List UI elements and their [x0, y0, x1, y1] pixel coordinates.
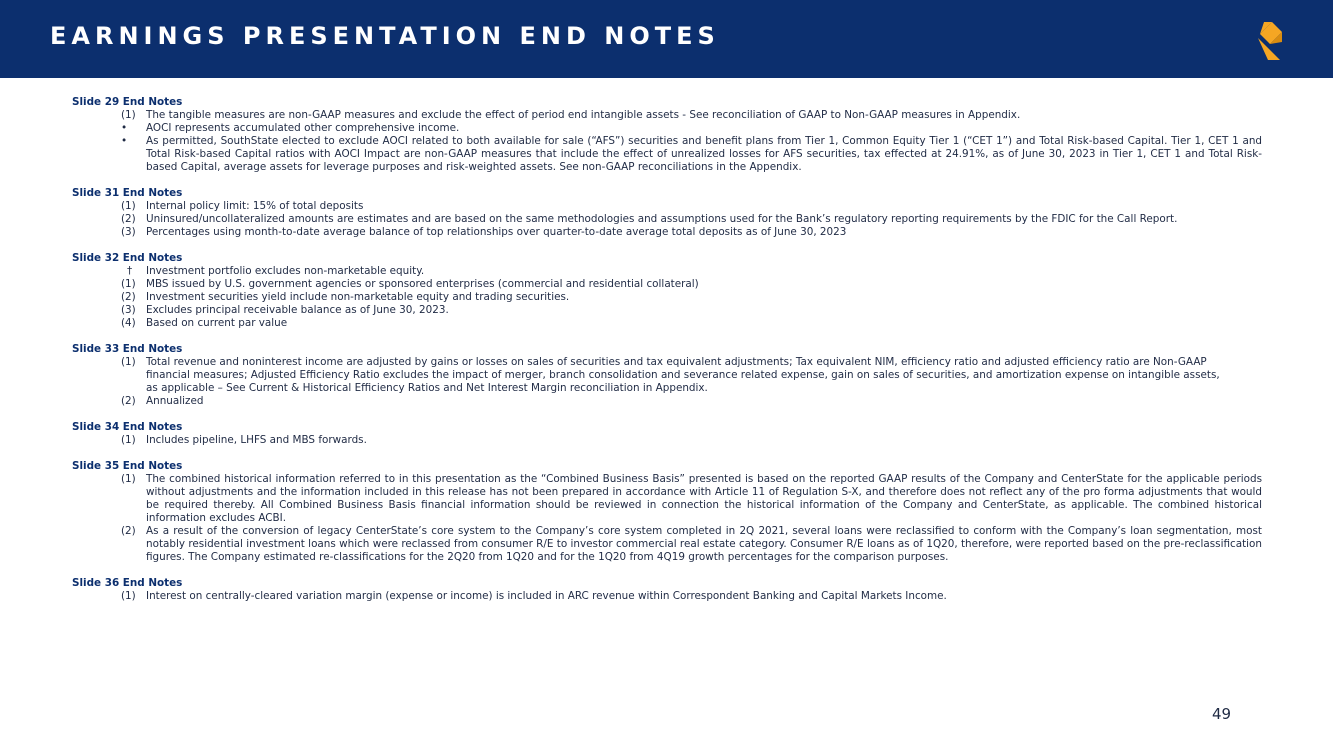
list-item — [72, 317, 1262, 330]
list-item — [72, 213, 1262, 226]
item-text: MBS issued by U.S. government agencies or sponsored enterprises (commercial and residential collateral) — [146, 278, 699, 290]
southstate-s-logo-icon — [1255, 22, 1285, 60]
item-marker: (1) — [121, 590, 136, 602]
list-item — [72, 109, 1262, 122]
item-text: The combined historical information referred to in this presentation as the “Combined Business Basis” presented is based on the reported GAAP results of the Company and CenterState for the applicable periods without adjustments and the information included in this release has not been prepared in accordance with Article 11 of Regulation S-X, and therefore does not reflect any of the pro forma adjustments that would be required thereby. All Combined Business Basis financial information should be reviewed in connection the historical information of the Company and CenterState, as applicable. The combined historical information excludes ACBI. — [146, 473, 1262, 524]
item-text: As a result of the conversion of legacy CenterState’s core system to the Company’s core system completed in 2Q 2021, several loans were reclassified to conform with the Company’s loan segmentation, most notably residential investment loans which were reclassed from consumer R/E to investor commercial real estate category. Consumer R/E loans as of 1Q20, therefore, were reported based on the pre-reclassification figures. The Company estimated re-classifications for the 2Q20 from 1Q20 and for the 1Q20 from 4Q19 growth percentages for the comparison purposes. — [146, 525, 1262, 563]
list-item — [72, 473, 1262, 525]
item-text: Excludes principal receivable balance as of June 30, 2023. — [146, 304, 449, 316]
item-marker: (1) — [121, 356, 136, 368]
item-text: Based on current par value — [146, 317, 288, 329]
header-banner — [0, 0, 1333, 78]
section-title: Slide 31 End Notes — [72, 187, 183, 199]
item-text: Investment securities yield include non-marketable equity and trading securities. — [146, 291, 570, 303]
item-text: Investment portfolio excludes non-marketable equity. — [146, 265, 425, 277]
item-text: Interest on centrally-cleared variation margin (expense or income) is included in ARC revenue within Correspondent Banking and Capital Markets Income. — [146, 590, 947, 602]
item-text: As permitted, SouthState elected to exclude AOCI related to both available for sale (“AFS”) securities and benefit plans from Tier 1, Common Equity Tier 1 (“CET 1”) and Total Risk-based Capital. Tier 1, CET 1 and Total Risk-based Capital ratios with AOCI Impact are non-GAAP measures that include the effect of unrealized losses for AFS securities, tax effected at 24.91%, as of June 30, 2023 in Tier 1, CET 1 and Total Risk-based Capital, average assets for leverage purposes and risk-weighted assets. See non-GAAP reconciliations in the Appendix. — [146, 135, 1262, 173]
section-slide-32 — [72, 252, 1262, 330]
item-marker: (2) — [121, 525, 136, 537]
item-marker: (1) — [121, 473, 136, 485]
item-text: Internal policy limit: 15% of total deposits — [146, 200, 364, 212]
item-marker: (1) — [121, 109, 136, 121]
item-marker: (2) — [121, 395, 136, 407]
item-text: Percentages using month-to-date average balance of top relationships over quarter-to-date average total deposits as of June 30, 2023 — [146, 226, 847, 238]
item-marker: • — [121, 135, 128, 147]
item-marker: (2) — [121, 291, 136, 303]
page-title: EARNINGS PRESENTATION END NOTES — [50, 22, 720, 50]
list-item — [72, 291, 1262, 304]
item-text: Annualized — [146, 395, 204, 407]
list-item — [72, 200, 1262, 213]
item-marker: (1) — [121, 434, 136, 446]
section-title: Slide 29 End Notes — [72, 96, 183, 108]
list-item — [72, 356, 1262, 395]
section-title: Slide 35 End Notes — [72, 460, 183, 472]
item-marker: (2) — [121, 213, 136, 225]
list-item — [72, 395, 1262, 408]
list-item — [72, 278, 1262, 291]
section-title: Slide 36 End Notes — [72, 577, 183, 589]
section-title: Slide 33 End Notes — [72, 343, 183, 355]
item-marker: (3) — [121, 226, 136, 238]
section-slide-34 — [72, 421, 1262, 447]
section-title: Slide 34 End Notes — [72, 421, 183, 433]
end-notes-content — [72, 96, 1262, 616]
section-slide-35 — [72, 460, 1262, 564]
page-number: 49 — [1212, 705, 1232, 723]
item-marker: (3) — [121, 304, 136, 316]
list-item — [72, 304, 1262, 317]
item-text: Total revenue and noninterest income are adjusted by gains or losses on sales of securities and tax equivalent adjustments; Tax equivalent NIM, efficiency ratio and adjusted efficiency ratio are Non-GAAP financial measures; Adjusted Efficiency Ratio excludes the impact of merger, branch consolidation and severance related expense, gain on sales of securities, and amortization expense on intangible assets, as applicable – See Current & Historical Efficiency Ratios and Net Interest Margin reconciliation in Appendix. — [146, 356, 1220, 394]
list-item — [72, 122, 1262, 135]
list-item — [72, 135, 1262, 174]
item-marker: (1) — [121, 278, 136, 290]
list-item — [72, 226, 1262, 239]
item-marker: (4) — [121, 317, 136, 329]
item-text: The tangible measures are non-GAAP measures and exclude the effect of period end intangible assets - See reconciliation of GAAP to Non-GAAP measures in Appendix. — [146, 109, 1021, 121]
list-item — [72, 434, 1262, 447]
section-slide-33 — [72, 343, 1262, 408]
item-text: Uninsured/uncollateralized amounts are estimates and are based on the same methodologies and assumptions used for the Bank’s regulatory reporting requirements by the FDIC for the Call Report. — [146, 213, 1178, 225]
section-slide-36 — [72, 577, 1262, 603]
item-marker: • — [121, 122, 128, 134]
item-marker: † — [127, 265, 133, 277]
list-item — [72, 265, 1262, 278]
list-item — [72, 525, 1262, 564]
section-slide-31 — [72, 187, 1262, 239]
item-marker: (1) — [121, 200, 136, 212]
section-title: Slide 32 End Notes — [72, 252, 183, 264]
section-slide-29 — [72, 96, 1262, 174]
list-item — [72, 590, 1262, 603]
item-text: Includes pipeline, LHFS and MBS forwards. — [146, 434, 367, 446]
item-text: AOCI represents accumulated other comprehensive income. — [146, 122, 460, 134]
